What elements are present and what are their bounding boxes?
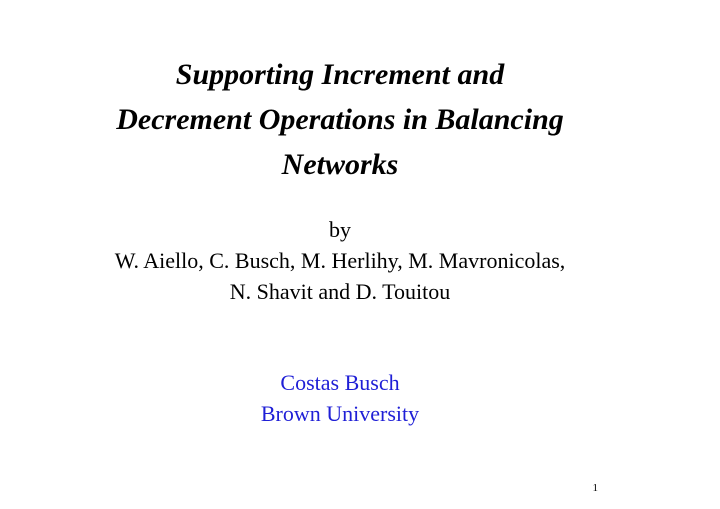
presenter-name: Costas Busch [280, 370, 400, 395]
by-label: by [329, 217, 351, 242]
authors-block [0, 214, 680, 307]
slide-title [0, 52, 680, 187]
presenter-block [0, 367, 680, 429]
author-line-1: W. Aiello, C. Busch, M. Herlihy, M. Mavronicolas, [114, 248, 566, 273]
title-line-1: Supporting Increment and [175, 58, 505, 91]
author-line-2: N. Shavit and D. Touitou [229, 279, 451, 304]
page-number: 1 [592, 482, 598, 494]
title-line-2: Decrement Operations in Balancing [116, 103, 564, 136]
title-line-3: Networks [281, 148, 399, 181]
presenter-affiliation: Brown University [260, 401, 420, 426]
